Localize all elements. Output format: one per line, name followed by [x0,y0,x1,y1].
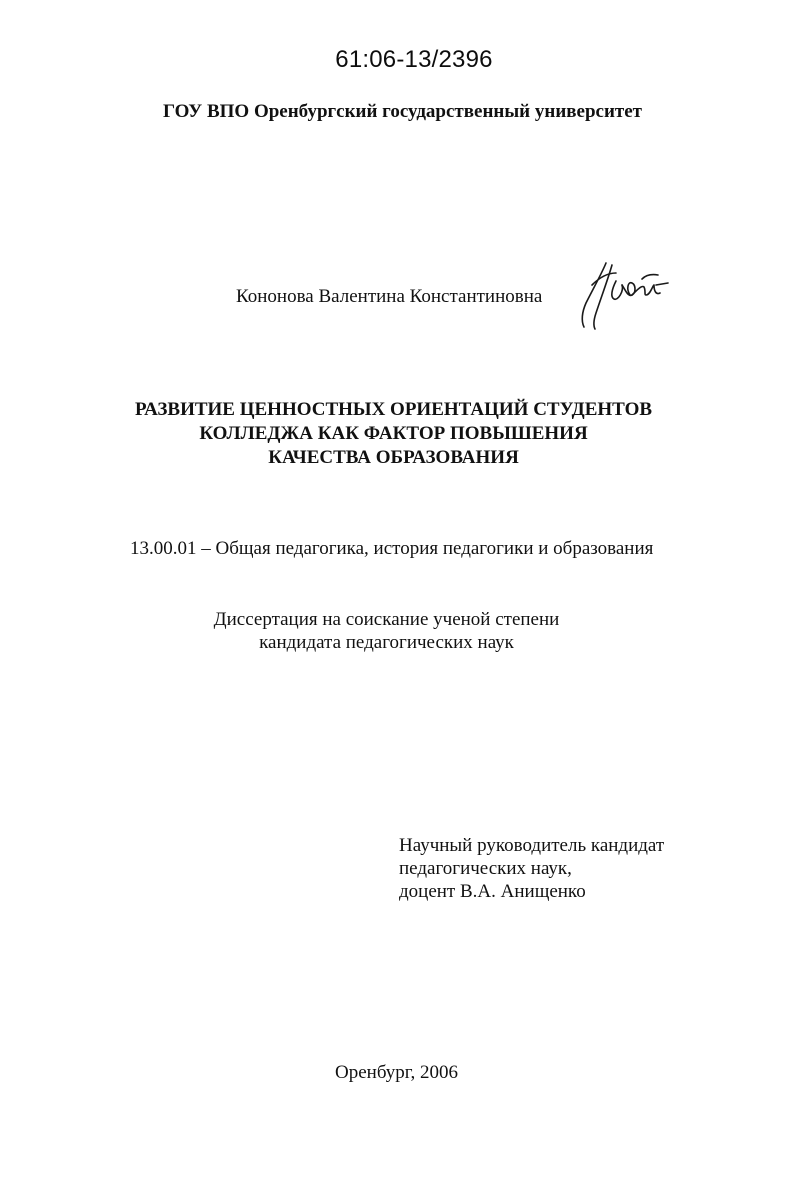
degree-statement [0,608,793,654]
degree-line: Диссертация на соискание ученой степени [213,609,560,630]
title-line: КАЧЕСТВА ОБРАЗОВАНИЯ [268,447,519,468]
supervisor-line: Научный руководитель кандидат [399,835,665,856]
institution-name: ГОУ ВПО Оренбургский государственный университет [162,101,643,122]
title-line: РАЗВИТИЕ ЦЕННОСТНЫХ ОРИЕНТАЦИЙ СТУДЕНТОВ [134,399,653,420]
degree-line: кандидата педагогических наук [259,632,514,653]
supervisor-line: доцент В.А. Анищенко [399,881,586,902]
author-name: Кононова Валентина Константиновна [236,286,543,307]
title-line: КОЛЛЕДЖА КАК ФАКТОР ПОВЫШЕНИЯ [199,423,588,444]
city-year: Оренбург, 2006 [335,1062,458,1083]
handwritten-signature [572,255,682,335]
specialty-code: 13.00.01 – Общая педагогика, история педагогики и образования [130,538,654,559]
dissertation-title [0,398,793,470]
supervisor-line: педагогических наук, [399,858,572,879]
catalog-code: 61:06-13/2396 [335,46,493,73]
supervisor-block [399,834,664,903]
